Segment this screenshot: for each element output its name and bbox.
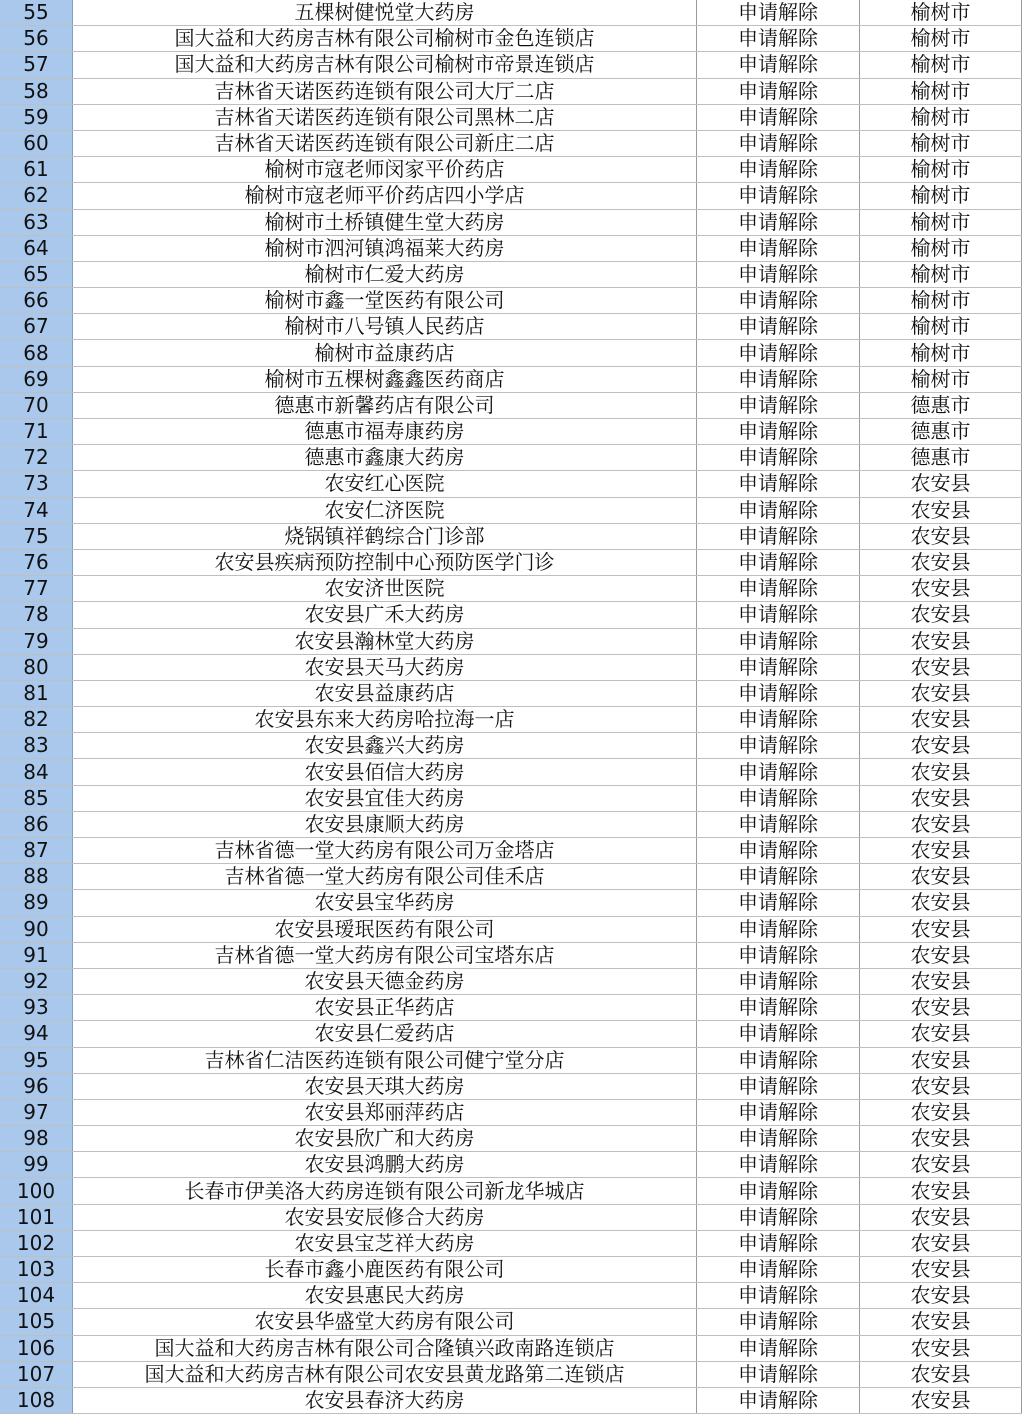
status-cell: 申请解除: [697, 78, 860, 104]
institution-name-cell: 吉林省仁洁医药连锁有限公司健宁堂分店: [73, 1047, 697, 1073]
city-cell: 农安县: [860, 864, 1022, 890]
table-row: [0, 52, 1022, 78]
row-number: 101: [0, 1204, 73, 1230]
row-number: 103: [0, 1257, 73, 1283]
table-row: [0, 261, 1022, 287]
row-number: 74: [0, 497, 73, 523]
institution-name-cell: 农安县瑷珉医药有限公司: [73, 916, 697, 942]
status-cell: 申请解除: [697, 130, 860, 156]
status-cell: 申请解除: [697, 1230, 860, 1256]
status-cell: 申请解除: [697, 261, 860, 287]
city-cell: 农安县: [860, 811, 1022, 837]
status-cell: 申请解除: [697, 1021, 860, 1047]
row-number: 61: [0, 157, 73, 183]
city-cell: 农安县: [860, 968, 1022, 994]
city-cell: 榆树市: [860, 157, 1022, 183]
institution-name-cell: 榆树市益康药店: [73, 340, 697, 366]
table-row: [0, 628, 1022, 654]
institution-name-cell: 国大益和大药房吉林有限公司农安县黄龙路第二连锁店: [73, 1361, 697, 1387]
institution-name-cell: 吉林省天诺医药连锁有限公司大厅二店: [73, 78, 697, 104]
institution-name-cell: 长春市伊美洛大药房连锁有限公司新龙华城店: [73, 1178, 697, 1204]
status-cell: 申请解除: [697, 523, 860, 549]
institution-name-cell: 榆树市寇老师闵家平价药店: [73, 157, 697, 183]
table-row: [0, 680, 1022, 706]
institution-name-cell: 吉林省德一堂大药房有限公司万金塔店: [73, 838, 697, 864]
status-cell: 申请解除: [697, 1099, 860, 1125]
city-cell: 榆树市: [860, 183, 1022, 209]
status-cell: 申请解除: [697, 157, 860, 183]
institution-name-cell: 榆树市土桥镇健生堂大药房: [73, 209, 697, 235]
institution-name-cell: 农安县惠民大药房: [73, 1283, 697, 1309]
city-cell: 榆树市: [860, 261, 1022, 287]
institution-name-cell: 农安县益康药店: [73, 680, 697, 706]
table-row: [0, 995, 1022, 1021]
status-cell: 申请解除: [697, 890, 860, 916]
city-cell: 农安县: [860, 1230, 1022, 1256]
status-cell: 申请解除: [697, 366, 860, 392]
row-number: 107: [0, 1361, 73, 1387]
status-cell: 申请解除: [697, 1073, 860, 1099]
city-cell: 榆树市: [860, 52, 1022, 78]
city-cell: 农安县: [860, 890, 1022, 916]
status-cell: 申请解除: [697, 0, 860, 26]
status-cell: 申请解除: [697, 707, 860, 733]
status-cell: 申请解除: [697, 445, 860, 471]
row-number: 87: [0, 838, 73, 864]
row-number: 88: [0, 864, 73, 890]
row-number: 63: [0, 209, 73, 235]
row-number: 91: [0, 942, 73, 968]
institution-name-cell: 榆树市仁爱大药房: [73, 261, 697, 287]
city-cell: 农安县: [860, 942, 1022, 968]
status-cell: 申请解除: [697, 1204, 860, 1230]
institution-name-cell: 农安县广禾大药房: [73, 602, 697, 628]
row-number: 75: [0, 523, 73, 549]
status-cell: 申请解除: [697, 471, 860, 497]
table-row: [0, 366, 1022, 392]
table-row: [0, 1283, 1022, 1309]
institution-name-cell: 农安县瀚林堂大药房: [73, 628, 697, 654]
row-number: 84: [0, 759, 73, 785]
row-number: 55: [0, 0, 73, 26]
city-cell: 农安县: [860, 1021, 1022, 1047]
city-cell: 榆树市: [860, 104, 1022, 130]
institution-name-cell: 德惠市鑫康大药房: [73, 445, 697, 471]
city-cell: 农安县: [860, 1361, 1022, 1387]
row-number: 95: [0, 1047, 73, 1073]
city-cell: 榆树市: [860, 314, 1022, 340]
institution-name-cell: 国大益和大药房吉林有限公司合隆镇兴政南路连锁店: [73, 1335, 697, 1361]
row-number: 72: [0, 445, 73, 471]
status-cell: 申请解除: [697, 26, 860, 52]
city-cell: 榆树市: [860, 366, 1022, 392]
row-number: 98: [0, 1126, 73, 1152]
table-row: [0, 733, 1022, 759]
table-row: [0, 549, 1022, 575]
institution-name-cell: 榆树市鑫一堂医药有限公司: [73, 288, 697, 314]
institution-name-cell: 长春市鑫小鹿医药有限公司: [73, 1257, 697, 1283]
table-row: [0, 1387, 1022, 1413]
status-cell: 申请解除: [697, 1126, 860, 1152]
city-cell: 农安县: [860, 1073, 1022, 1099]
table-row: [0, 916, 1022, 942]
table-row: [0, 130, 1022, 156]
table-row: [0, 654, 1022, 680]
row-number: 77: [0, 576, 73, 602]
city-cell: 农安县: [860, 1047, 1022, 1073]
city-cell: 农安县: [860, 680, 1022, 706]
table-row: [0, 1335, 1022, 1361]
status-cell: 申请解除: [697, 549, 860, 575]
status-cell: 申请解除: [697, 104, 860, 130]
city-cell: 农安县: [860, 549, 1022, 575]
table-row: [0, 314, 1022, 340]
institution-name-cell: 德惠市福寿康药房: [73, 419, 697, 445]
row-number: 82: [0, 707, 73, 733]
status-cell: 申请解除: [697, 968, 860, 994]
city-cell: 榆树市: [860, 0, 1022, 26]
table-row: [0, 419, 1022, 445]
status-cell: 申请解除: [697, 392, 860, 418]
row-number: 102: [0, 1230, 73, 1256]
table-row: [0, 523, 1022, 549]
row-number: 80: [0, 654, 73, 680]
city-cell: 榆树市: [860, 130, 1022, 156]
institution-name-cell: 农安红心医院: [73, 471, 697, 497]
table-row: [0, 1152, 1022, 1178]
row-number: 62: [0, 183, 73, 209]
row-number: 65: [0, 261, 73, 287]
city-cell: 德惠市: [860, 392, 1022, 418]
institution-name-cell: 吉林省天诺医药连锁有限公司黑林二店: [73, 104, 697, 130]
institution-name-cell: 农安县疾病预防控制中心预防医学门诊: [73, 549, 697, 575]
table-row: [0, 104, 1022, 130]
table-row: [0, 209, 1022, 235]
city-cell: 农安县: [860, 1387, 1022, 1413]
status-cell: 申请解除: [697, 1257, 860, 1283]
status-cell: 申请解除: [697, 340, 860, 366]
institution-name-cell: 烧锅镇祥鹤综合门诊部: [73, 523, 697, 549]
institution-name-cell: 国大益和大药房吉林有限公司榆树市帝景连锁店: [73, 52, 697, 78]
institution-name-cell: 农安县鑫兴大药房: [73, 733, 697, 759]
city-cell: 榆树市: [860, 288, 1022, 314]
city-cell: 农安县: [860, 1204, 1022, 1230]
row-number: 71: [0, 419, 73, 445]
status-cell: 申请解除: [697, 1283, 860, 1309]
table-row: [0, 0, 1022, 26]
status-cell: 申请解除: [697, 288, 860, 314]
row-number: 57: [0, 52, 73, 78]
status-cell: 申请解除: [697, 811, 860, 837]
table-row: [0, 1309, 1022, 1335]
status-cell: 申请解除: [697, 1387, 860, 1413]
institution-name-cell: 农安济世医院: [73, 576, 697, 602]
institution-name-cell: 榆树市寇老师平价药店四小学店: [73, 183, 697, 209]
status-cell: 申请解除: [697, 1335, 860, 1361]
city-cell: 农安县: [860, 654, 1022, 680]
row-number: 86: [0, 811, 73, 837]
city-cell: 农安县: [860, 1178, 1022, 1204]
row-number: 73: [0, 471, 73, 497]
row-number: 94: [0, 1021, 73, 1047]
city-cell: 农安县: [860, 523, 1022, 549]
status-cell: 申请解除: [697, 733, 860, 759]
table-row: [0, 1126, 1022, 1152]
city-cell: 农安县: [860, 471, 1022, 497]
status-cell: 申请解除: [697, 654, 860, 680]
row-number: 64: [0, 235, 73, 261]
row-number: 58: [0, 78, 73, 104]
city-cell: 农安县: [860, 1126, 1022, 1152]
row-number: 83: [0, 733, 73, 759]
status-cell: 申请解除: [697, 838, 860, 864]
status-cell: 申请解除: [697, 497, 860, 523]
status-cell: 申请解除: [697, 419, 860, 445]
city-cell: 榆树市: [860, 26, 1022, 52]
status-cell: 申请解除: [697, 235, 860, 261]
table-row: [0, 183, 1022, 209]
status-cell: 申请解除: [697, 759, 860, 785]
institution-name-cell: 农安县华盛堂大药房有限公司: [73, 1309, 697, 1335]
row-number: 70: [0, 392, 73, 418]
city-cell: 农安县: [860, 628, 1022, 654]
status-cell: 申请解除: [697, 680, 860, 706]
city-cell: 农安县: [860, 576, 1022, 602]
table-row: [0, 576, 1022, 602]
institution-name-cell: 吉林省天诺医药连锁有限公司新庄二店: [73, 130, 697, 156]
institution-name-cell: 农安县东来大药房哈拉海一店: [73, 707, 697, 733]
table-row: [0, 78, 1022, 104]
institution-name-cell: 吉林省德一堂大药房有限公司宝塔东店: [73, 942, 697, 968]
status-cell: 申请解除: [697, 864, 860, 890]
row-number: 92: [0, 968, 73, 994]
city-cell: 农安县: [860, 995, 1022, 1021]
row-number: 105: [0, 1309, 73, 1335]
table-row: [0, 288, 1022, 314]
status-cell: 申请解除: [697, 576, 860, 602]
row-number: 68: [0, 340, 73, 366]
status-cell: 申请解除: [697, 52, 860, 78]
city-cell: 农安县: [860, 497, 1022, 523]
table-row: [0, 759, 1022, 785]
institution-name-cell: 榆树市八号镇人民药店: [73, 314, 697, 340]
row-number: 67: [0, 314, 73, 340]
table-row: [0, 1361, 1022, 1387]
institution-name-cell: 农安县安辰修合大药房: [73, 1204, 697, 1230]
city-cell: 榆树市: [860, 78, 1022, 104]
status-cell: 申请解除: [697, 314, 860, 340]
city-cell: 农安县: [860, 733, 1022, 759]
institution-name-cell: 农安县天德金药房: [73, 968, 697, 994]
table-row: [0, 445, 1022, 471]
table-row: [0, 235, 1022, 261]
institution-name-cell: 榆树市五棵树鑫鑫医药商店: [73, 366, 697, 392]
table-row: [0, 838, 1022, 864]
institution-name-cell: 农安县宝芝祥大药房: [73, 1230, 697, 1256]
city-cell: 榆树市: [860, 235, 1022, 261]
row-number: 66: [0, 288, 73, 314]
table-row: [0, 968, 1022, 994]
table-row: [0, 26, 1022, 52]
table-row: [0, 707, 1022, 733]
city-cell: 农安县: [860, 602, 1022, 628]
row-number: 100: [0, 1178, 73, 1204]
city-cell: 农安县: [860, 1283, 1022, 1309]
table-row: [0, 1099, 1022, 1125]
row-number: 79: [0, 628, 73, 654]
table-row: [0, 1073, 1022, 1099]
table-row: [0, 785, 1022, 811]
table-row: [0, 1047, 1022, 1073]
table-row: [0, 471, 1022, 497]
city-cell: 农安县: [860, 759, 1022, 785]
table-row: [0, 1230, 1022, 1256]
city-cell: 农安县: [860, 1335, 1022, 1361]
row-number: 59: [0, 104, 73, 130]
row-number: 90: [0, 916, 73, 942]
city-cell: 农安县: [860, 916, 1022, 942]
status-cell: 申请解除: [697, 1178, 860, 1204]
row-number: 81: [0, 680, 73, 706]
institution-name-cell: 农安县欣广和大药房: [73, 1126, 697, 1152]
institution-name-cell: 农安县宜佳大药房: [73, 785, 697, 811]
status-cell: 申请解除: [697, 785, 860, 811]
institution-name-cell: 农安县康顺大药房: [73, 811, 697, 837]
institution-name-cell: 农安县仁爱药店: [73, 1021, 697, 1047]
row-number: 76: [0, 549, 73, 575]
city-cell: 农安县: [860, 785, 1022, 811]
row-number: 93: [0, 995, 73, 1021]
status-cell: 申请解除: [697, 602, 860, 628]
city-cell: 农安县: [860, 1309, 1022, 1335]
row-number: 97: [0, 1099, 73, 1125]
table-row: [0, 811, 1022, 837]
institution-name-cell: 德惠市新馨药店有限公司: [73, 392, 697, 418]
institution-name-cell: 吉林省德一堂大药房有限公司佳禾店: [73, 864, 697, 890]
status-cell: 申请解除: [697, 183, 860, 209]
row-number: 108: [0, 1387, 73, 1413]
table-row: [0, 942, 1022, 968]
status-cell: 申请解除: [697, 1309, 860, 1335]
status-cell: 申请解除: [697, 916, 860, 942]
status-cell: 申请解除: [697, 1152, 860, 1178]
institution-name-cell: 农安县郑丽萍药店: [73, 1099, 697, 1125]
table-row: [0, 340, 1022, 366]
status-cell: 申请解除: [697, 628, 860, 654]
row-number: 99: [0, 1152, 73, 1178]
row-number: 56: [0, 26, 73, 52]
status-cell: 申请解除: [697, 1361, 860, 1387]
institution-name-cell: 农安县正华药店: [73, 995, 697, 1021]
institution-name-cell: 农安县春济大药房: [73, 1387, 697, 1413]
city-cell: 榆树市: [860, 209, 1022, 235]
institution-name-cell: 农安仁济医院: [73, 497, 697, 523]
table-row: [0, 497, 1022, 523]
status-cell: 申请解除: [697, 209, 860, 235]
institution-name-cell: 农安县天琪大药房: [73, 1073, 697, 1099]
row-number: 106: [0, 1335, 73, 1361]
city-cell: 农安县: [860, 1257, 1022, 1283]
institution-name-cell: 农安县鸿鹏大药房: [73, 1152, 697, 1178]
row-number: 89: [0, 890, 73, 916]
table-row: [0, 864, 1022, 890]
institution-name-cell: 农安县宝华药房: [73, 890, 697, 916]
status-cell: 申请解除: [697, 1047, 860, 1073]
city-cell: 德惠市: [860, 445, 1022, 471]
table-row: [0, 602, 1022, 628]
city-cell: 农安县: [860, 838, 1022, 864]
table-row: [0, 157, 1022, 183]
row-number: 60: [0, 130, 73, 156]
row-number: 69: [0, 366, 73, 392]
status-cell: 申请解除: [697, 942, 860, 968]
row-number: 85: [0, 785, 73, 811]
city-cell: 农安县: [860, 1152, 1022, 1178]
table-row: [0, 392, 1022, 418]
institution-name-cell: 国大益和大药房吉林有限公司榆树市金色连锁店: [73, 26, 697, 52]
status-cell: 申请解除: [697, 995, 860, 1021]
city-cell: 榆树市: [860, 340, 1022, 366]
table-row: [0, 1178, 1022, 1204]
table-row: [0, 1204, 1022, 1230]
table-row: [0, 1021, 1022, 1047]
row-number: 96: [0, 1073, 73, 1099]
city-cell: 农安县: [860, 1099, 1022, 1125]
table-row: [0, 890, 1022, 916]
city-cell: 德惠市: [860, 419, 1022, 445]
table-row: [0, 1257, 1022, 1283]
city-cell: 农安县: [860, 707, 1022, 733]
institution-name-cell: 农安县佰信大药房: [73, 759, 697, 785]
institution-name-cell: 五棵树健悦堂大药房: [73, 0, 697, 26]
row-number: 78: [0, 602, 73, 628]
institution-name-cell: 榆树市泗河镇鸿福莱大药房: [73, 235, 697, 261]
row-number: 104: [0, 1283, 73, 1309]
institution-name-cell: 农安县天马大药房: [73, 654, 697, 680]
